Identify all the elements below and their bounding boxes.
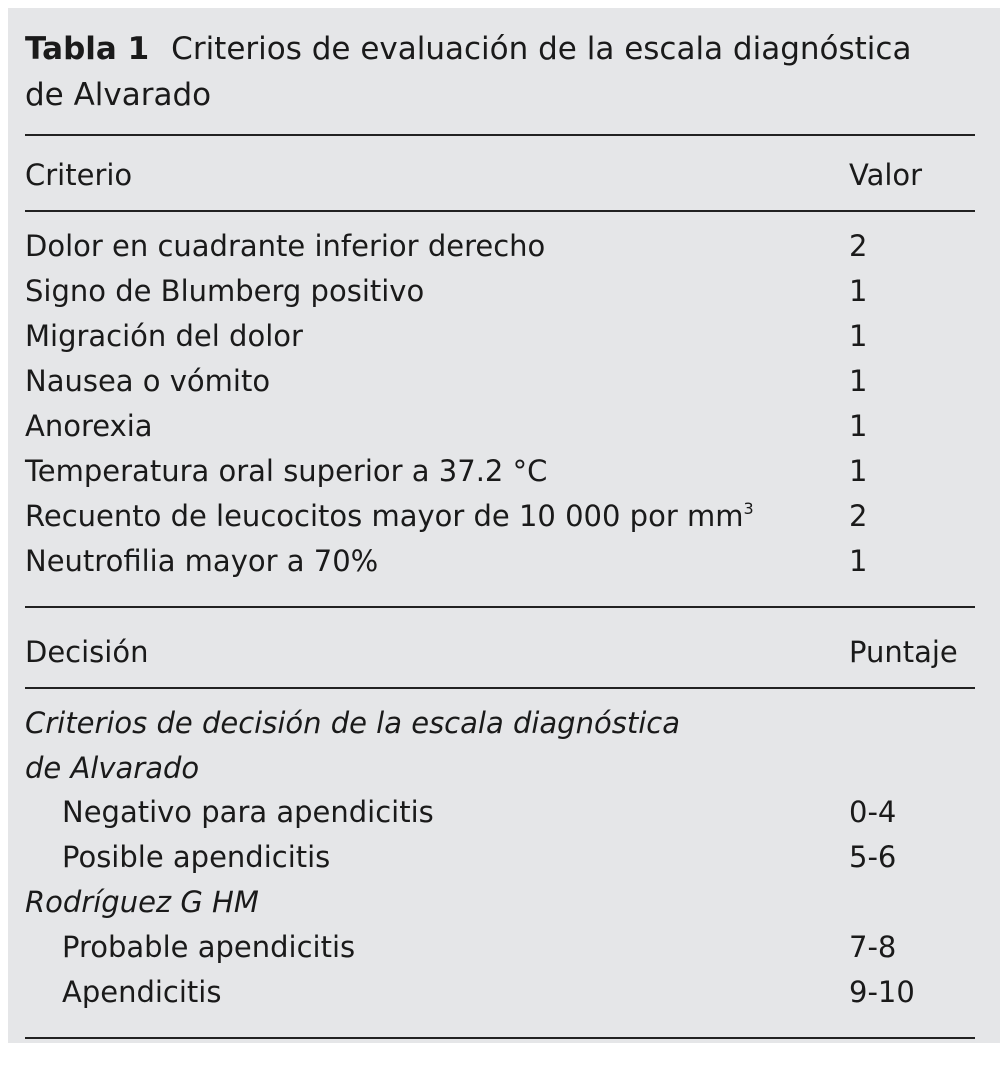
table-caption: [25, 26, 965, 118]
table-row: [25, 970, 975, 1014]
decision-group-title: Rodríguez G HM: [25, 885, 259, 919]
criteria-header-value: Valor: [849, 158, 923, 192]
criterion-value: 1: [849, 409, 868, 443]
table-row: [25, 790, 975, 834]
decision-top-rule: [25, 606, 975, 608]
criterion-value: 1: [849, 454, 868, 488]
decision-value: 7-8: [849, 930, 897, 964]
decision-name: Posible apendicitis: [62, 840, 331, 874]
decision-header-value: Puntaje: [849, 635, 958, 669]
decision-name: Negativo para apendicitis: [62, 795, 434, 829]
table-row: [25, 835, 975, 879]
criterion-text: Recuento de leucocitos mayor de 10 000 por mm: [25, 499, 744, 533]
criterion-value: 2: [849, 499, 868, 533]
criterion-value: 1: [849, 274, 868, 308]
caption-title-line1: Criterios de evaluación de la escala diagnóstica: [171, 31, 912, 67]
criterion-value: 2: [849, 229, 868, 263]
table-row: [25, 359, 975, 403]
decision-header-row: [25, 630, 975, 674]
superscript: 3: [743, 499, 754, 518]
decision-header-name: Decisión: [25, 635, 149, 669]
criterion-value: 1: [849, 364, 868, 398]
criterion-name: Temperatura oral superior a 37.2 °C: [25, 454, 548, 488]
decision-value: 0-4: [849, 795, 897, 829]
criterion-name: Anorexia: [25, 409, 153, 443]
table-row: [25, 494, 975, 538]
table-row: [25, 449, 975, 493]
criterion-name: Migración del dolor: [25, 319, 303, 353]
criterion-name: Signo de Blumberg positivo: [25, 274, 425, 308]
criteria-header-row: [25, 153, 975, 197]
table-row: [25, 224, 975, 268]
decision-group-title-line1: Criterios de decisión de la escala diagnóstica: [25, 706, 680, 740]
table-label: Tabla 1: [25, 31, 150, 67]
criterion-name: Dolor en cuadrante inferior derecho: [25, 229, 546, 263]
table-row: [25, 539, 975, 583]
table-row: [25, 925, 975, 969]
table-row: [25, 404, 975, 448]
criterion-value: 1: [849, 544, 868, 578]
criteria-header-name: Criterio: [25, 158, 133, 192]
criterion-value: 1: [849, 319, 868, 353]
decision-value: 5-6: [849, 840, 897, 874]
table-row: [25, 314, 975, 358]
caption-title-line2: de Alvarado: [25, 77, 212, 113]
decision-group-title-line2: de Alvarado: [25, 751, 200, 785]
criteria-header-rule: [25, 210, 975, 212]
decision-name: Probable apendicitis: [62, 930, 356, 964]
decision-value: 9-10: [849, 975, 915, 1009]
decision-name: Apendicitis: [62, 975, 222, 1009]
decision-header-rule: [25, 687, 975, 689]
bottom-rule: [25, 1037, 975, 1039]
criterion-name: Neutrofilia mayor a 70%: [25, 544, 379, 578]
table-row: [25, 269, 975, 313]
top-rule: [25, 134, 975, 136]
criterion-name: Nausea o vómito: [25, 364, 271, 398]
criterion-name: [25, 494, 754, 538]
